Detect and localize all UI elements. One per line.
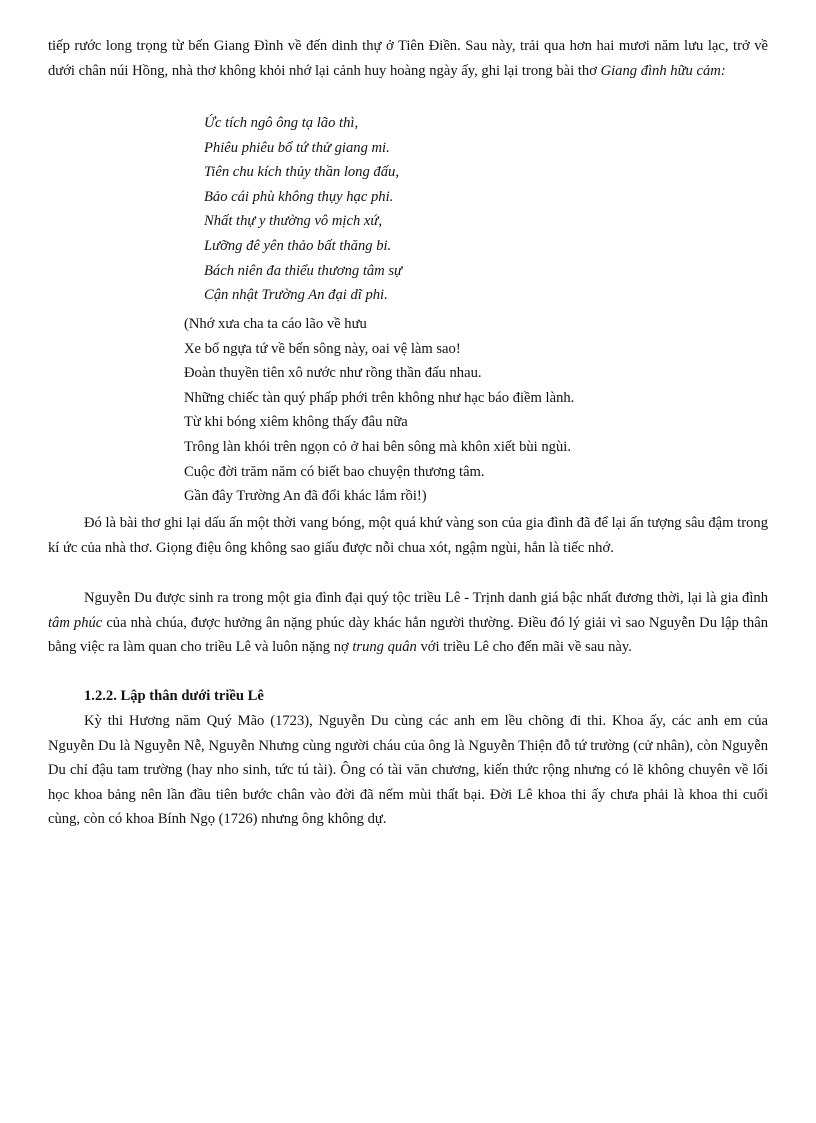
- emphasis-trung-quan: trung quân: [352, 639, 417, 656]
- poem-line: Nhất thự y thường vô mịch xứ,: [204, 213, 382, 230]
- translation-line: Từ khi bóng xiêm không thấy đâu nữa: [184, 414, 408, 431]
- translation-block: [184, 312, 574, 509]
- section-heading: 1.2.2. Lập thân dưới triều Lê: [84, 688, 264, 704]
- poem-block: [204, 111, 402, 308]
- translation-line: (Nhớ xưa cha ta cáo lão về hưu: [184, 316, 367, 332]
- poem-line: Cận nhật Trường An đại dĩ phi.: [204, 287, 388, 304]
- poem-line: Bảo cái phù không thụy hạc phi.: [204, 188, 394, 205]
- translation-line: Những chiếc tàn quý phấp phới trên không như hạc báo điềm lành.: [184, 389, 575, 406]
- exam-paragraph: Kỳ thi Hương năm Quý Mão (1723), Nguyễn Du cùng các anh em lều chõng đi thi. Khoa ấy, các anh em của Nguyễn Du là Nguyễn Nễ, Nguyễn Nhưng cùng người cháu của ông là Nguyễn Thiện đỗ tứ trường (cử nhân), còn Nguyễn Du chỉ đậu tam trường (hay nho sinh, tức tú tài). Ông có tài văn chương, kiến thức rộng nhưng có lẽ không chuyên về lối học khoa bảng nên lần đầu tiên bước chân vào đời đã nếm mùi thất bại. Đời Lê khoa thi ấy chưa phải là khoa thi cuối cùng, còn có khoa Bính Ngọ (1726) nhưng ông không dự.: [48, 713, 768, 828]
- translation-line: Gần đây Trường An đã đổi khác lắm rồi!): [184, 488, 427, 505]
- poem-line: Bách niên đa thiểu thương tâm sự: [204, 262, 402, 279]
- poem-title: Giang đình hữu cảm:: [600, 62, 726, 79]
- intro-text: tiếp rước long trọng từ bến Giang Đình về đến dinh thự ở Tiên Điền. Sau này, trải qua hơn hai mươi năm lưu lạc, trở về dưới chân núi Hồng, nhà thơ không khỏi nhớ lại cảnh huy hoàng ngày ấy, ghi lại trong bài thơ: [48, 38, 768, 79]
- commentary-paragraph: Đó là bài thơ ghi lại dấu ấn một thời vang bóng, một quá khứ vàng son của gia đình đã để lại ấn tượng sâu đậm trong kí ức của nhà thơ. Giọng điệu ông không sao giấu được nỗi chua xót, ngậm ngùi, hẳn là tiếc nhớ.: [48, 515, 768, 556]
- translation-line: Cuộc đời trăm năm có biết bao chuyện thương tâm.: [184, 463, 485, 480]
- emphasis-tam-phuc: tâm phúc: [48, 614, 103, 631]
- translation-line: Xe bổ ngựa tứ về bến sông này, oai vệ làm sao!: [184, 340, 461, 357]
- translation-line: Đoàn thuyền tiên xô nước như rồng thần đấu nhau.: [184, 365, 482, 382]
- translation-line: Trông làn khói trên ngọn cỏ ở hai bên sông mà khôn xiết bùi ngùi.: [184, 438, 571, 455]
- poem-line: Ức tích ngô ông tạ lão thì,: [204, 115, 359, 131]
- poem-line: Lưỡng đê yên thảo bất thăng bi.: [204, 237, 392, 254]
- intro-paragraph: [48, 34, 768, 83]
- poem-line: Phiêu phiêu bổ tứ thử giang mi.: [204, 139, 390, 156]
- family-paragraph: Nguyễn Du được sinh ra trong một gia đình đại quý tộc triều Lê - Trịnh danh giá bậc nhất đương thời, lại là gia đình tâm phúc của nhà chúa, được hưởng ân nặng phúc dày khác hẳn người thường. Điều đó lý giải vì sao Nguyễn Du lập thân bằng việc ra làm quan cho triều Lê và luôn nặng nợ trung quân với triều Lê cho đến mãi về sau này.: [48, 590, 768, 656]
- poem-line: Tiên chu kích thủy thần long đấu,: [204, 164, 399, 181]
